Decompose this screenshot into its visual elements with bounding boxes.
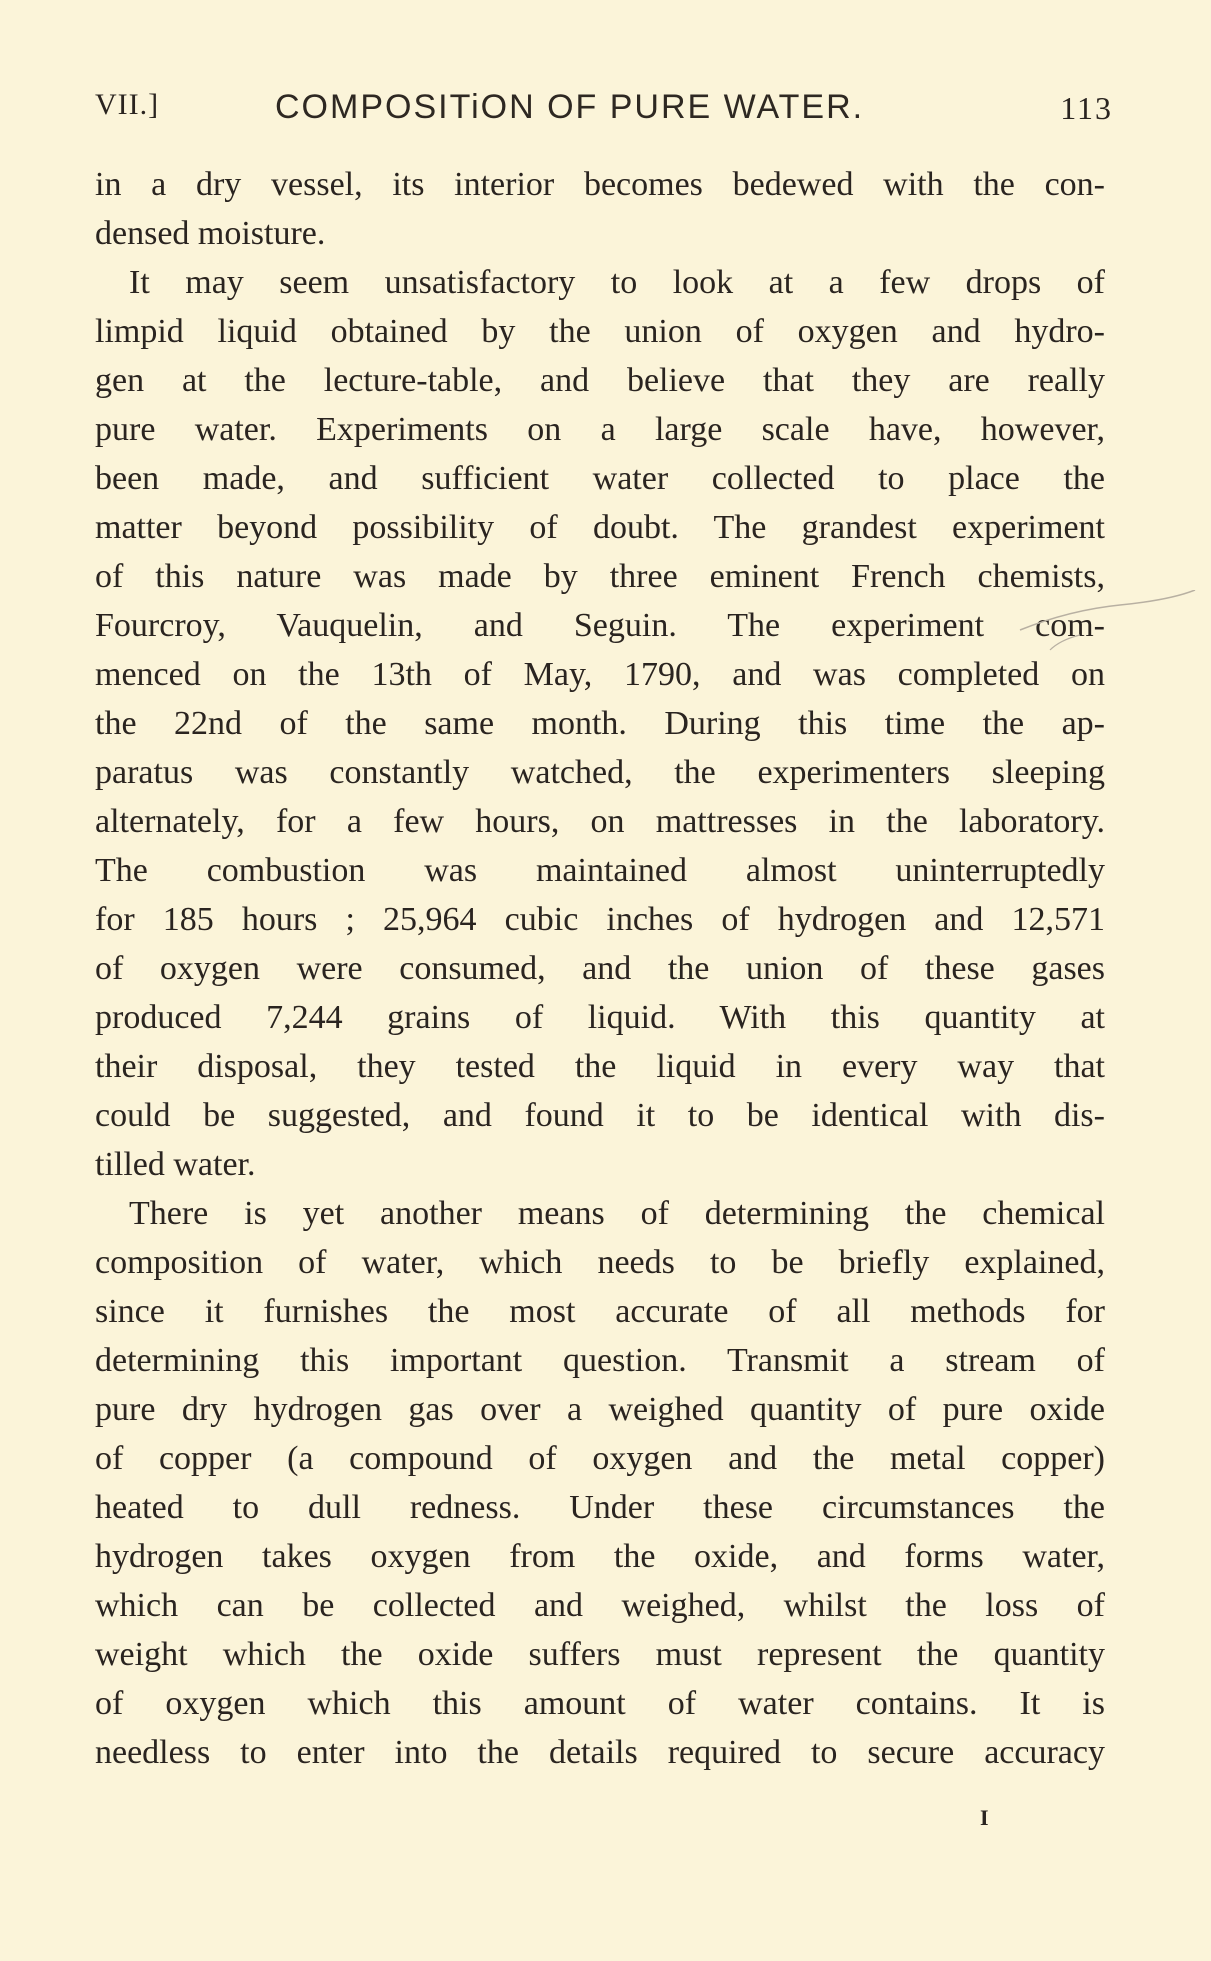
running-head [95,88,1113,132]
text-line: of oxygen which this amount of water contains. It is [95,1685,1105,1722]
text-line: alternately, for a few hours, on mattresses in the laboratory. [95,803,1105,840]
text-line: since it furnishes the most accurate of all methods for [95,1293,1105,1330]
text-line: of this nature was made by three eminent French chemists, [95,558,1105,595]
signature-mark: I [980,1805,989,1830]
text-line: menced on the 13th of May, 1790, and was completed on [95,656,1105,693]
text-line: for 185 hours ; 25,964 cubic inches of hydrogen and 12,571 [95,901,1105,938]
text-line: It may seem unsatisfactory to look at a few drops of [129,264,1105,301]
text-line: needless to enter into the details required to secure accuracy [95,1734,1105,1771]
text-line: There is yet another means of determining the chemical [129,1195,1105,1232]
body-text [95,160,1105,1777]
text-line: the 22nd of the same month. During this time the ap- [95,705,1105,742]
text-line: determining this important question. Transmit a stream of [95,1342,1105,1379]
text-line: of oxygen were consumed, and the union of these gases [95,950,1105,987]
text-line: Fourcroy, Vauquelin, and Seguin. The experiment com- [95,607,1105,644]
text-line: pure water. Experiments on a large scale have, however, [95,411,1105,448]
text-line: tilled water. [95,1146,256,1183]
text-line: paratus was constantly watched, the experimenters sleeping [95,754,1105,791]
running-title: COMPOSITiON OF PURE WATER. [275,88,865,126]
text-line: produced 7,244 grains of liquid. With this quantity at [95,999,1105,1036]
text-line: densed moisture. [95,215,326,252]
chapter-marker: VII.] [95,88,160,121]
page-number: 113 [1060,90,1113,126]
text-line: pure dry hydrogen gas over a weighed quantity of pure oxide [95,1391,1105,1428]
text-line: which can be collected and weighed, whilst the loss of [95,1587,1105,1624]
text-line: of copper (a compound of oxygen and the metal copper) [95,1440,1105,1477]
text-line: their disposal, they tested the liquid in every way that [95,1048,1105,1085]
text-line: weight which the oxide suffers must represent the quantity [95,1636,1105,1673]
text-line: could be suggested, and found it to be identical with dis- [95,1097,1105,1134]
pencil-mark [1010,590,1200,690]
text-line: been made, and sufficient water collected to place the [95,460,1105,497]
text-line: in a dry vessel, its interior becomes bedewed with the con- [95,166,1105,203]
text-line: limpid liquid obtained by the union of oxygen and hydro- [95,313,1105,350]
text-line: The combustion was maintained almost uninterruptedly [95,852,1105,889]
text-line: composition of water, which needs to be briefly explained, [95,1244,1105,1281]
text-line: hydrogen takes oxygen from the oxide, and forms water, [95,1538,1105,1575]
text-line: heated to dull redness. Under these circumstances the [95,1489,1105,1526]
text-line: matter beyond possibility of doubt. The grandest experiment [95,509,1105,546]
text-line: gen at the lecture-table, and believe that they are really [95,362,1105,399]
